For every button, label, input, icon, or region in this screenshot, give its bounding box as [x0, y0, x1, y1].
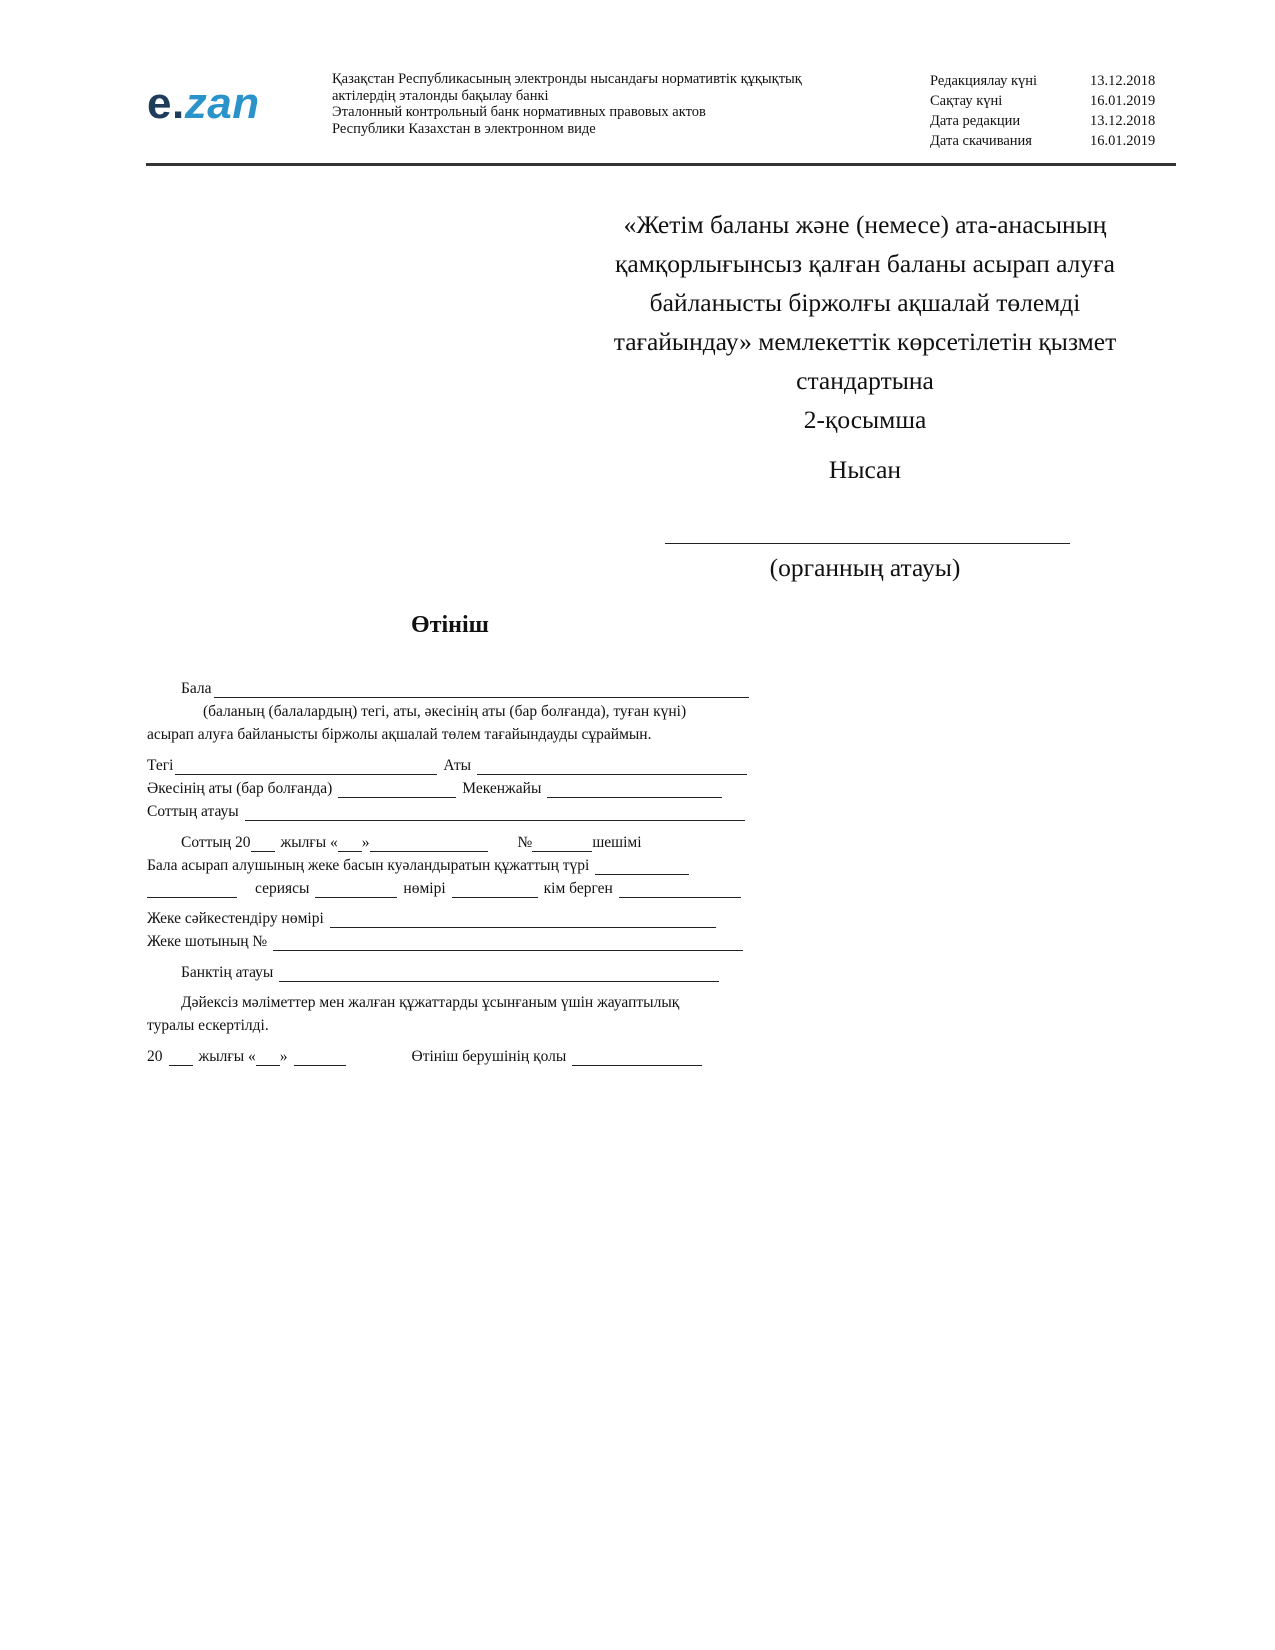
date-signature-row — [147, 1046, 704, 1066]
warning-row — [147, 992, 679, 1012]
form-title: Өтініш — [411, 612, 489, 638]
child-row — [147, 678, 751, 698]
issued-by-blank — [619, 881, 741, 898]
child-label: Бала — [181, 680, 212, 697]
decision-number-blank — [532, 835, 592, 852]
date-label: Редакциялау күні — [930, 73, 1038, 89]
surname-label: Тегі — [147, 757, 174, 774]
surname-blank — [175, 758, 437, 775]
request-row — [147, 724, 651, 744]
header-description — [332, 71, 802, 137]
date-quote-close: » — [279, 1048, 288, 1065]
decision-word: шешімі — [592, 834, 642, 851]
date-prefix: 20 — [147, 1048, 163, 1065]
decision-quote-close: » — [361, 834, 370, 851]
date-value: 16.01.2019 — [1090, 93, 1156, 109]
account-row — [147, 931, 745, 951]
court-decision-prefix: Соттың 20 — [181, 834, 251, 851]
header-description-line: Республики Казахстан в электронном виде — [332, 120, 596, 137]
iin-row — [147, 908, 718, 928]
appendix-line: 2-қосымша — [803, 405, 927, 434]
issued-by-label: кім берген — [543, 880, 613, 897]
date-day-blank — [256, 1049, 280, 1066]
patronymic-blank — [338, 781, 456, 798]
id-doc-label: Бала асырап алушының жеке басын куәландыратын құжаттың түрі — [147, 857, 590, 874]
date-value: 13.12.2018 — [1090, 113, 1156, 129]
organ-name-blank — [665, 543, 1070, 544]
appendix-line: қамқорлығынсыз қалған баланы асырап алуға — [615, 249, 1115, 278]
court-row — [147, 801, 747, 821]
date-label: Дата редакции — [930, 113, 1021, 129]
date-month-blank — [294, 1049, 346, 1066]
date-label: Дата скачивания — [930, 133, 1032, 149]
court-label: Соттың атауы — [147, 803, 239, 820]
signature-blank — [572, 1049, 702, 1066]
child-caption-row — [203, 701, 686, 721]
header-description-line: актілердің эталонды бақылау банкі — [332, 87, 549, 104]
number-blank — [452, 881, 538, 898]
iin-blank — [330, 911, 716, 928]
number-label: нөмірі — [403, 880, 446, 897]
id-doc-row — [147, 855, 691, 875]
date-year-blank — [169, 1049, 193, 1066]
appendix-line: стандартына — [796, 366, 934, 395]
decision-year-word: жылғы « — [280, 834, 338, 851]
header-divider — [146, 163, 1176, 166]
warning-line-1: Дәйексіз мәліметтер мен жалған құжаттарды ұсынғаным үшін жауаптылық — [181, 994, 680, 1011]
decision-month-blank — [370, 835, 488, 852]
signature-label: Өтініш берушінің қолы — [411, 1048, 567, 1065]
id-doc-blank — [595, 858, 689, 875]
warning-row-2 — [147, 1015, 269, 1035]
appendix-line: байланысты біржолғы ақшалай төлемді — [649, 288, 1081, 317]
bank-row — [147, 962, 721, 982]
decision-day-blank — [338, 835, 362, 852]
decision-year-blank — [251, 835, 275, 852]
series-label: сериясы — [255, 880, 310, 897]
id-doc-details-row — [147, 878, 743, 898]
request-text: асырап алуға байланысты біржолы ақшалай төлем тағайындауды сұраймын. — [147, 726, 652, 743]
appendix-line: «Жетім баланы және (немесе) ата-анасының — [623, 210, 1107, 239]
iin-label: Жеке сәйкестендіру нөмірі — [147, 910, 324, 927]
account-label: Жеке шотының № — [147, 933, 268, 950]
surname-name-row — [147, 755, 749, 775]
appendix-line: тағайындау» мемлекеттік көрсетілетін қызмет — [613, 327, 1117, 356]
bank-label: Банктің атауы — [181, 964, 274, 981]
date-row — [930, 91, 1170, 111]
warning-line-2: туралы ескертілді. — [147, 1017, 269, 1034]
series-blank — [315, 881, 397, 898]
decision-number-sign: № — [517, 834, 533, 851]
date-value: 16.01.2019 — [1090, 133, 1156, 149]
id-doc-cont-blank — [147, 881, 237, 898]
organ-name-caption: (органның атауы) — [769, 553, 961, 582]
bank-blank — [279, 965, 719, 982]
header-description-line: Эталонный контрольный банк нормативных правовых актов — [332, 104, 706, 120]
date-label: Сақтау күні — [930, 93, 1003, 109]
address-blank — [547, 781, 722, 798]
child-blank — [214, 681, 749, 698]
date-row — [930, 131, 1170, 151]
logo-zan: zan — [184, 79, 260, 128]
name-label: Аты — [443, 757, 472, 774]
patronymic-address-row — [147, 778, 724, 798]
name-blank — [477, 758, 747, 775]
date-row — [930, 71, 1170, 91]
logo-e: e — [147, 79, 172, 128]
court-blank — [245, 804, 745, 821]
court-decision-row — [147, 832, 642, 852]
logo-dot: . — [171, 79, 185, 128]
child-caption: (баланың (балалардың) тегі, аты, әкесінің аты (бар болғанда), туған күні) — [203, 703, 687, 720]
date-value: 13.12.2018 — [1090, 73, 1156, 89]
date-row — [930, 111, 1170, 131]
patronymic-label: Әкесінің аты (бар болғанда) — [147, 780, 333, 797]
account-blank — [273, 934, 743, 951]
header-dates — [930, 71, 1170, 151]
header-description-line: Қазақстан Республикасының электронды нысандағы нормативтік құқықтық — [332, 71, 802, 87]
appendix-heading — [560, 205, 1170, 439]
form-type-label: Нысан — [828, 455, 902, 484]
ezan-logo — [147, 79, 260, 128]
address-label: Мекенжайы — [462, 780, 542, 797]
date-year-word: жылғы « — [198, 1048, 256, 1065]
